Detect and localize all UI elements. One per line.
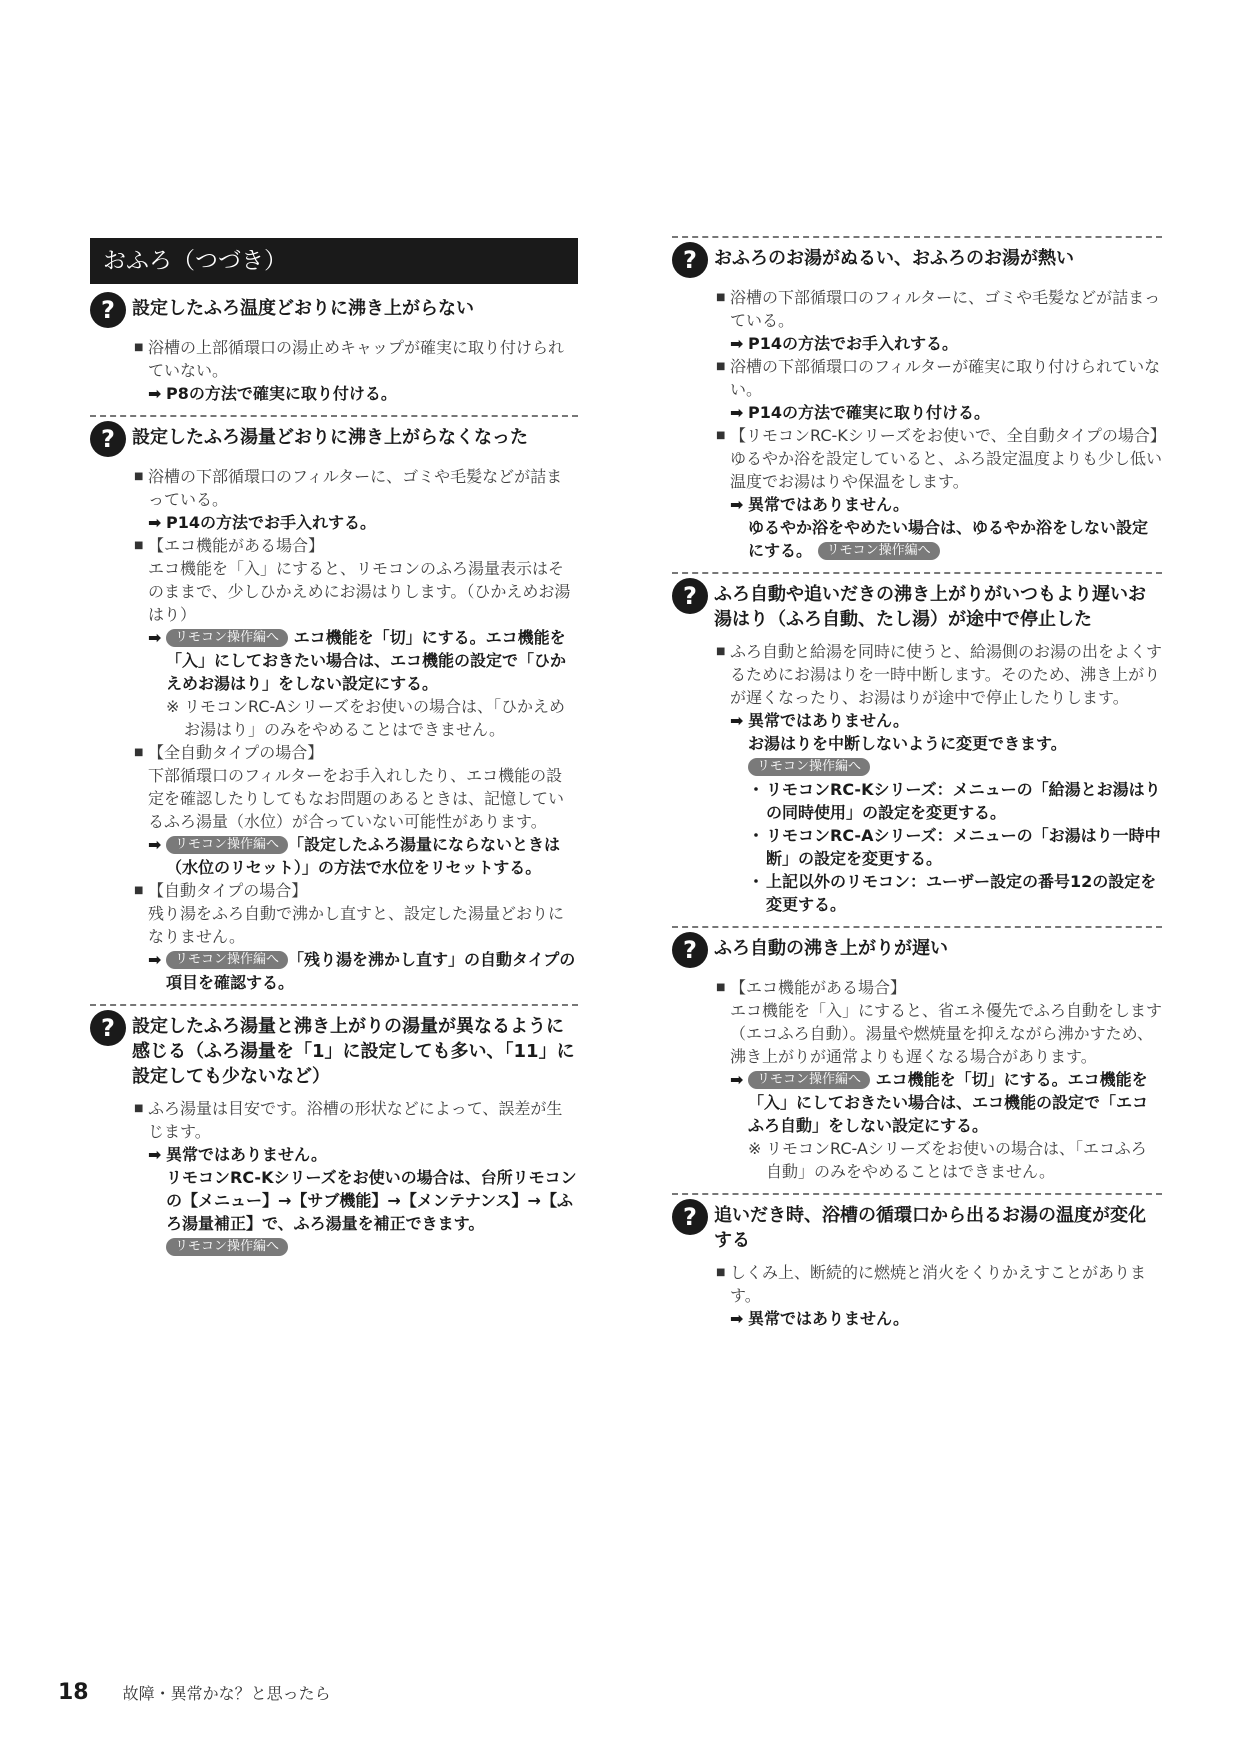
list-item: ・ リモコンRC-Aシリーズ：メニューの「お湯はり一時中断」の設定を変更する。 — [748, 826, 1161, 868]
question-title: ? 設定したふろ湯量どおりに沸き上がらなくなった — [90, 425, 578, 457]
remedy: ➡ P8の方法で確実に取り付ける。 — [148, 384, 397, 403]
dot-bullet-icon: ・ — [748, 780, 765, 799]
divider — [672, 926, 1162, 928]
remedy: ➡ 異常ではありません。 お湯はりを中断しないように変更できます。 リモコン操作編へ — [730, 709, 1162, 778]
square-bullet-icon: ■ — [716, 1267, 726, 1278]
cause-item: ■ 【リモコンRC-Kシリーズをお使いで、全自動タイプの場合】 — [716, 426, 1166, 445]
list-item: ・ 上記以外のリモコン：ユーザー設定の番号12の設定を変更する。 — [748, 872, 1157, 914]
question-icon: ? — [672, 1199, 708, 1235]
cause-item: ■ 【エコ機能がある場合】 — [716, 978, 907, 997]
cause-item: ■ ふろ自動と給湯を同時に使うと、給湯側のお湯の出をよくするためにお湯はりを一時中断します。そのため、沸き上がりが遅くなったり、お湯はりが途中で停止したりします。 — [716, 642, 1163, 707]
answer-body: ■ 浴槽の下部循環口のフィルターに、ゴミや毛髪などが詰まっている。 ➡ P14の方法でお手入れする。 ■ 浴槽の下部循環口のフィルターが確実に取り付けられていない。 ➡ P14の方法で確実に取り付ける。 ■ 【リモコンRC-Kシリーズをお使いで、全自動タイプの場合】 ゆるやか浴を設定していると、ふろ設定温度よりも少し低い温度でお湯はりや保温をします。 ➡ 異常ではありません。 ゆるやか浴をやめたい場合は、ゆるやか浴をしない設定にする。 リモコン操作編へ — [716, 288, 1166, 560]
question-title — [90, 296, 578, 328]
square-bullet-icon: ■ — [716, 292, 726, 303]
divider — [672, 572, 1162, 574]
remedy: ➡ P14の方法でお手入れする。 — [148, 513, 376, 532]
answer-body — [134, 336, 578, 405]
remedy: ➡ P14の方法で確実に取り付ける。 — [730, 403, 990, 422]
arrow-icon: ➡ — [730, 711, 744, 730]
remote-manual-link-badge[interactable]: リモコン操作編へ — [166, 1238, 288, 1256]
square-bullet-icon: ■ — [716, 982, 726, 993]
arrow-icon: ➡ — [730, 403, 744, 422]
square-bullet-icon: ■ — [134, 471, 144, 482]
cause-item: ■ 浴槽の下部循環口のフィルターが確実に取り付けられていない。 — [716, 357, 1161, 399]
arrow-icon: ➡ — [148, 835, 162, 854]
remedy: ➡ リモコン操作編へ 「残り湯を沸かし直す」の自動タイプの項目を確認する。 — [148, 950, 576, 992]
remedy: ➡ 異常ではありません。 ゆるやか浴をやめたい場合は、ゆるやか浴をしない設定にする。 リモコン操作編へ — [730, 495, 1149, 560]
question-icon: ? — [90, 421, 126, 457]
arrow-icon: ➡ — [730, 495, 744, 514]
arrow-icon: ➡ — [148, 384, 162, 403]
remedy: ➡ リモコン操作編へ エコ機能を「切」にする。エコ機能を「入」にしておきたい場合は、エコ機能の設定で「ひかえめお湯はり」をしない設定にする。 — [148, 628, 567, 693]
remedy: ➡ 異常ではありません。 — [730, 1309, 909, 1328]
arrow-icon: ➡ — [148, 950, 162, 969]
question-icon: ? — [672, 578, 708, 614]
square-bullet-icon: ■ — [134, 342, 144, 353]
remedy: ➡ リモコン操作編へ 「設定したふろ湯量にならないときは（水位のリセット）」の方法で水位をリセットする。 — [148, 835, 561, 877]
cause-item: ■ 浴槽の下部循環口のフィルターに、ゴミや毛髪などが詰まっている。 — [716, 288, 1161, 330]
arrow-icon: ➡ — [148, 513, 162, 532]
remedy: ➡ 異常ではありません。 リモコンRC-Kシリーズをお使いの場合は、台所リモコンの【メニュー】→【サブ機能】→【メンテナンス】→【ふろ湯量補正】で、ふろ湯量を補正できます。 リモコン操作編へ — [148, 1143, 578, 1258]
remote-manual-link-badge[interactable]: リモコン操作編へ — [748, 758, 870, 776]
square-bullet-icon: ■ — [134, 885, 144, 896]
arrow-icon: ➡ — [148, 1145, 162, 1164]
answer-body — [716, 1261, 1162, 1330]
question-icon: ? — [672, 932, 708, 968]
cause-item: ■ 浴槽の上部循環口の湯止めキャップが確実に取り付けられていない。 — [134, 338, 565, 380]
cause-item: ■ 浴槽の下部循環口のフィルターに、ゴミや毛髪などが詰まっている。 — [134, 467, 563, 509]
left-column — [90, 238, 578, 1268]
question-icon: ? — [90, 292, 126, 328]
cause-item: ■ 【自動タイプの場合】 — [134, 881, 308, 900]
square-bullet-icon: ■ — [716, 646, 726, 657]
divider — [90, 415, 578, 417]
square-bullet-icon: ■ — [716, 361, 726, 372]
question-text: 設定したふろ温度どおりに沸き上がらない — [132, 298, 474, 319]
question-title: ? ふろ自動や追いだきの沸き上がりがいつもより遅いお湯はり（ふろ自動、たし湯）が途中で停止した — [672, 582, 1162, 632]
cause-item: ■ 【エコ機能がある場合】 — [134, 536, 325, 555]
question-title: ? 追いだき時、浴槽の循環口から出るお湯の温度が変化する — [672, 1203, 1162, 1253]
arrow-icon: ➡ — [730, 334, 744, 353]
remote-manual-link-badge[interactable]: リモコン操作編へ — [166, 951, 288, 969]
arrow-icon: ➡ — [730, 1309, 744, 1328]
divider — [672, 236, 1162, 238]
cause-item: ■ 【全自動タイプの場合】 — [134, 743, 324, 762]
cause-item: ■ しくみ上、断続的に燃焼と消火をくりかえすことがあります。 — [716, 1263, 1147, 1305]
question-title: ? ふろ自動の沸き上がりが遅い — [672, 936, 1162, 968]
answer-body: ■ 【エコ機能がある場合】 エコ機能を「入」にすると、省エネ優先でふろ自動をします（エコふろ自動）。湯量や燃焼量を抑えながら沸かすため、沸き上がりが通常よりも遅くなる場合があります。 ➡ リモコン操作編へ エコ機能を「切」にする。エコ機能を「入」にしておきたい場合は、エコ機能の設定で「エコふろ自動」をしない設定にする。 ※ リモコンRC-Aシリーズをお使いの場合は、「エコふろ自動」のみをやめることはできません。 — [716, 978, 1163, 1181]
square-bullet-icon: ■ — [134, 1103, 144, 1114]
remote-manual-link-badge[interactable]: リモコン操作編へ — [166, 629, 288, 647]
list-item: ・ リモコンRC-Kシリーズ：メニューの「給湯とお湯はりの同時使用」の設定を変更する。 — [748, 780, 1161, 822]
footer-title: 故障・異常かな？と思ったら — [122, 1684, 331, 1703]
note: ※ リモコンRC-Aシリーズをお使いの場合は、「エコふろ自動」のみをやめることはできません。 — [748, 1139, 1147, 1181]
page-footer — [58, 1680, 331, 1705]
question-icon: ? — [672, 242, 708, 278]
dot-bullet-icon: ・ — [748, 826, 765, 845]
cause-item: ■ ふろ湯量は目安です。浴槽の形状などによって、誤差が生じます。 — [134, 1099, 563, 1141]
square-bullet-icon: ■ — [134, 747, 144, 758]
answer-body — [134, 1097, 578, 1258]
square-bullet-icon: ■ — [716, 430, 726, 441]
section-header: おふろ（つづき） — [90, 238, 578, 284]
remote-manual-link-badge[interactable]: リモコン操作編へ — [748, 1071, 870, 1089]
remedy: ➡ P14の方法でお手入れする。 — [730, 334, 958, 353]
answer-body — [716, 640, 1162, 916]
arrow-icon: ➡ — [148, 628, 162, 647]
question-title: ? 設定したふろ湯量と沸き上がりの湯量が異なるように感じる（ふろ湯量を「1」に設定しても多い、「11」に設定しても少ないなど） — [90, 1014, 578, 1089]
note: ※ リモコンRC-Aシリーズをお使いの場合は、「ひかえめお湯はり」のみをやめることはできません。 — [166, 697, 566, 739]
page-number: 18 — [58, 1680, 89, 1705]
remote-manual-link-badge[interactable]: リモコン操作編へ — [818, 542, 940, 560]
dot-bullet-icon: ・ — [748, 872, 765, 891]
divider — [672, 1193, 1162, 1195]
question-icon: ? — [90, 1010, 126, 1046]
arrow-icon: ➡ — [730, 1070, 744, 1089]
right-column — [672, 236, 1166, 1340]
remedy: ➡ リモコン操作編へ エコ機能を「切」にする。エコ機能を「入」にしておきたい場合は、エコ機能の設定で「エコふろ自動」をしない設定にする。 — [730, 1070, 1149, 1135]
divider — [90, 1004, 578, 1006]
square-bullet-icon: ■ — [134, 540, 144, 551]
remote-manual-link-badge[interactable]: リモコン操作編へ — [166, 836, 288, 854]
answer-body: ■ 浴槽の下部循環口のフィルターに、ゴミや毛髪などが詰まっている。 ➡ P14の方法でお手入れする。 ■ 【エコ機能がある場合】 エコ機能を「入」にすると、リモコンのふろ湯量表示はそのままで、少しひかえめにお湯はりします。（ひかえめお湯はり） ➡ リモコン操作編へ エコ機能を「切」にする。エコ機能を「入」にしておきたい場合は、エコ機能の設定で「ひかえめお湯はり」をしない設定にする。 ※ リモコンRC-Aシリーズをお使いの場合は、「ひかえめお湯はり」のみをやめることはできません。 ■ 【全自動タイプの場合】 下部循環口のフィルターをお手入れしたり、エコ機能の設定を確認したりしてもなお問題のあるときは、記憶しているふろ湯量（水位）が合っていない可能性があります。 ➡ リモコン操作編へ 「設定したふろ湯量にならないときは（水位のリセット）」の方法で水位をリセットする。 ■ 【自動タイプの場合】 残り湯をふろ自動で沸かし直すと、設定した湯量どおりになりません。 ➡ リモコン操作編へ 「残り湯を沸かし直す」の自動タイプの項目を確認する。 — [134, 465, 578, 994]
question-title: ? おふろのお湯がぬるい、おふろのお湯が熱い — [672, 246, 1162, 278]
